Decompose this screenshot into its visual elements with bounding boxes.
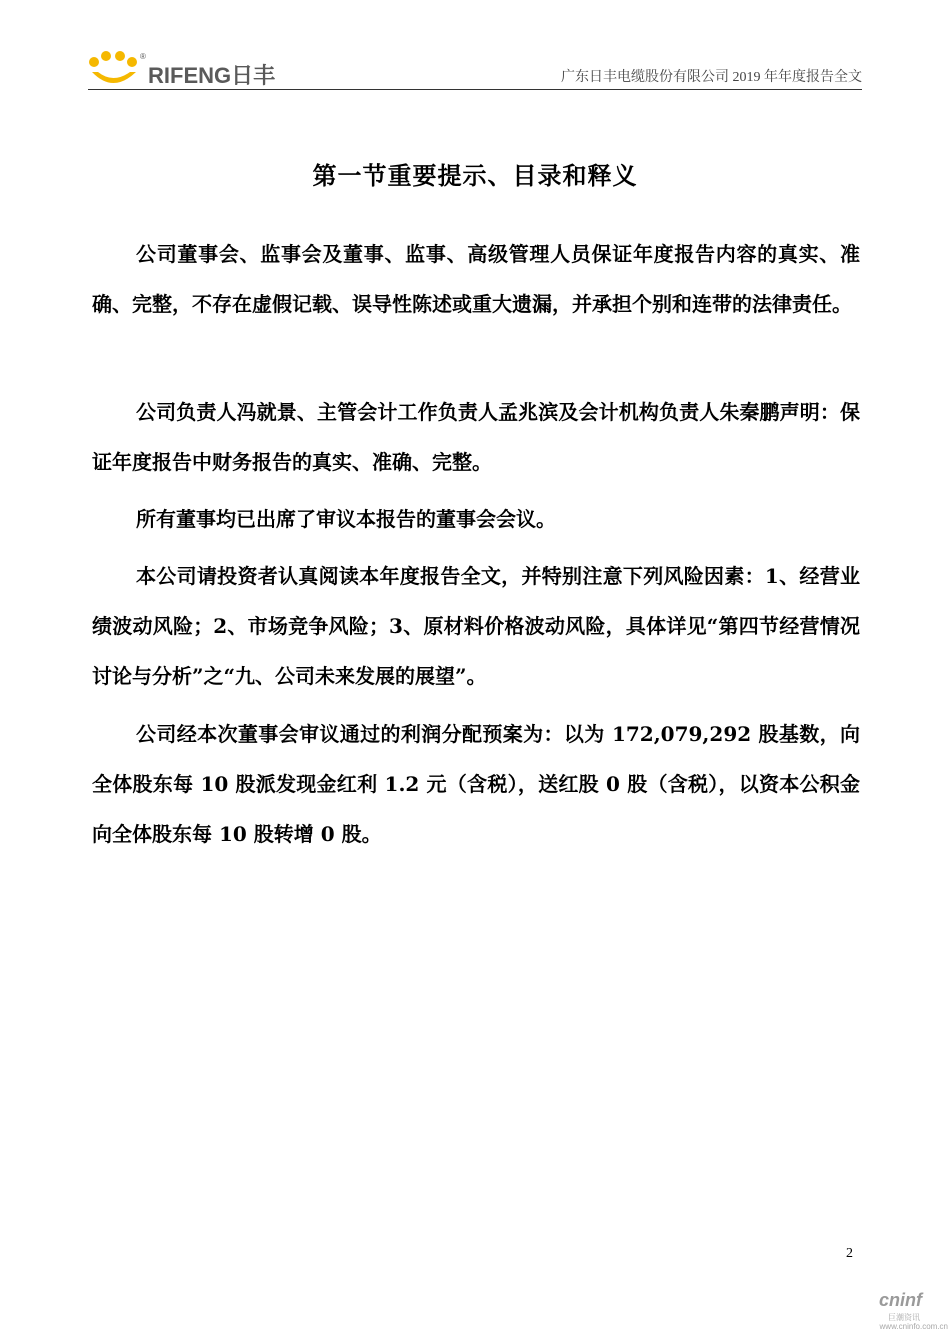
cninfo-watermark — [850, 1290, 950, 1334]
paragraph-responsibility: 公司董事会、监事会及董事、监事、高级管理人员保证年度报告内容的真实、准确、完整，不存在虚假记载、误导性陈述或重大遗漏，并承担个别和连带的法律责任。 — [92, 242, 860, 316]
paragraph-profit-distribution: 公司经本次董事会审议通过的利润分配预案为：以为 172,079,292 股基数，向全体股东每 10 股派发现金红利 1.2 元（含税），送红股 0 股（含税），以资本公积金向全体股东每 10 股转增 0 股。 — [92, 722, 860, 846]
logo-mark-icon — [88, 50, 144, 88]
company-logo — [88, 50, 288, 88]
paragraph-risk-factors: 本公司请投资者认真阅读本年度报告全文，并特别注意下列风险因素：1、经营业绩波动风险；2、市场竞争风险；3、原材料价格波动风险，具体详见“第四节经营情况讨论与分析”之“九、公司未来发展的展望”。 — [92, 564, 860, 688]
header-rule — [88, 89, 862, 90]
section-title: 第一节重要提示、目录和释义 — [312, 161, 638, 190]
page-number: 2 — [846, 1246, 853, 1261]
watermark-url: www.cninfo.com.cn — [879, 1322, 948, 1331]
registered-mark: ® — [140, 52, 146, 61]
logo-text: RIFENG日丰 — [148, 63, 276, 88]
paragraph-attendance: 所有董事均已出席了审议本报告的董事会会议。 — [136, 507, 556, 531]
header-doc-title: 广东日丰电缆股份有限公司 2019 年年度报告全文 — [561, 70, 862, 85]
watermark-brand: cninf — [879, 1290, 922, 1310]
paragraph-declaration: 公司负责人冯就景、主管会计工作负责人孟兆滨及会计机构负责人朱秦鹏声明：保证年度报告中财务报告的真实、准确、完整。 — [92, 400, 860, 474]
page-header — [88, 48, 862, 90]
watermark-cn: 巨潮资讯 — [888, 1313, 920, 1322]
